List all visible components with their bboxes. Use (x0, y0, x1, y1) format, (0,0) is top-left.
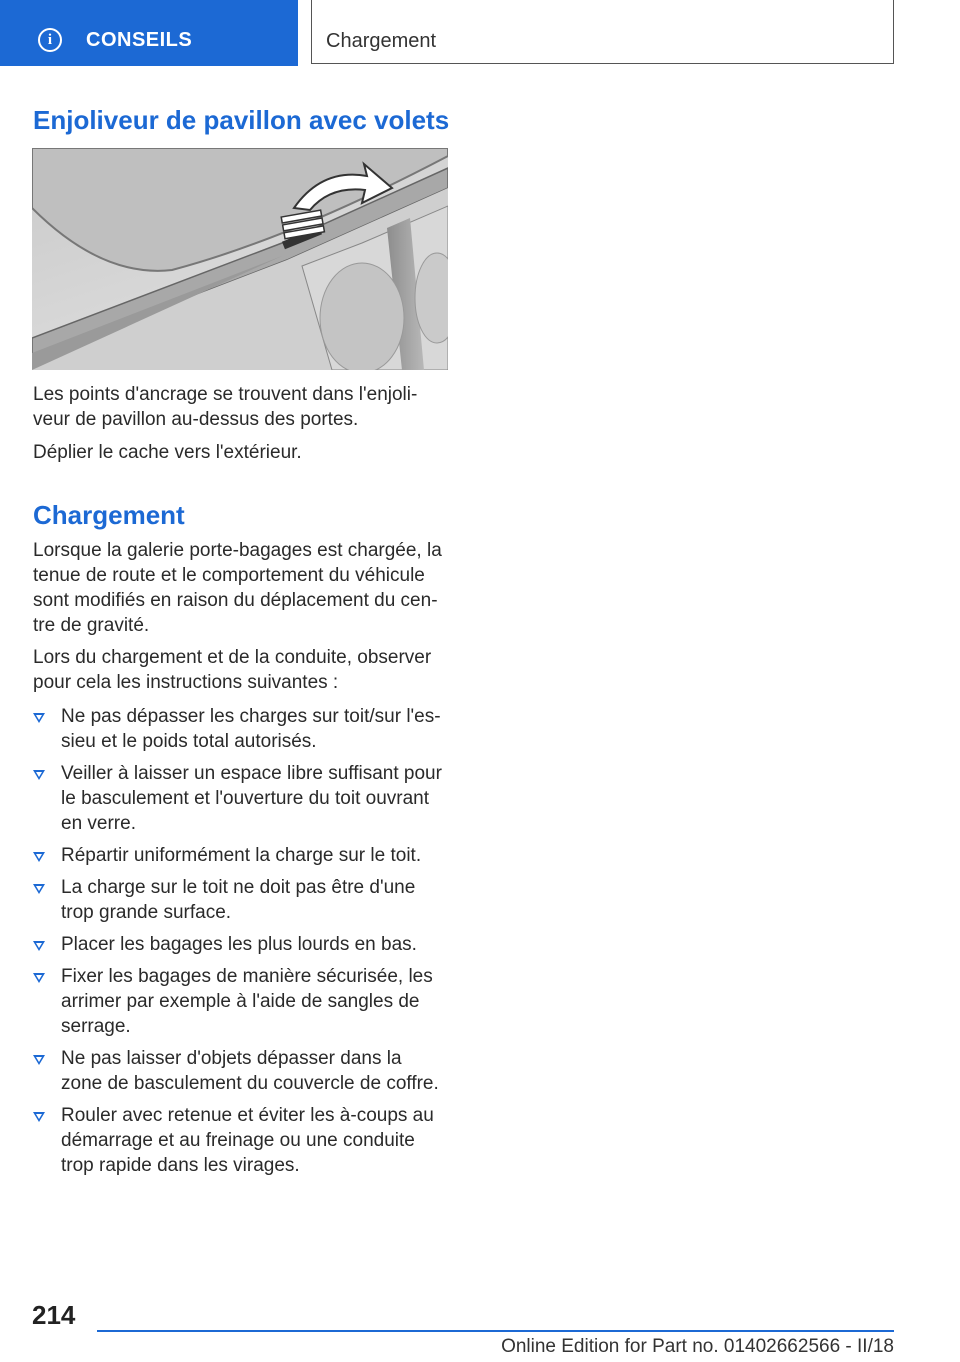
footer-divider (97, 1330, 894, 1332)
footer-edition: Online Edition for Part no. 01402662566 - II/18 (501, 1336, 894, 1357)
chapter-title: Chargement (326, 30, 437, 52)
triangle-bullet-icon (33, 1055, 45, 1065)
list-item: Veiller à laisser un espace libre suffisant pour le basculement et l'ouverture du toit ouvrant en verre. (33, 761, 448, 836)
triangle-bullet-icon (33, 941, 45, 951)
paragraph-unfold-cover: Déplier le cache vers l'extérieur. (33, 442, 302, 463)
section-title-enjoliveur: Enjoliveur de pavillon avec volets (33, 105, 450, 135)
list-item: La charge sur le toit ne doit pas être d'une trop grande surface. (33, 875, 448, 925)
paragraph-loading-effect: Lorsque la galerie porte-bagages est chargée, la tenue de route et le comportement du véhicule sont modifiés en raison du déplacement du cen-tre de gravité. (33, 540, 442, 636)
tab-label: CONSEILS (86, 29, 193, 51)
list-item: Ne pas laisser d'objets dépasser dans la zone de basculement du couvercle de coffre. (33, 1046, 448, 1096)
triangle-bullet-icon (33, 770, 45, 780)
instructions-list (33, 704, 448, 1185)
paragraph-instructions-intro: Lors du chargement et de la conduite, observer pour cela les instructions suivantes : (33, 647, 432, 693)
triangle-bullet-icon (33, 1112, 45, 1122)
triangle-bullet-icon (33, 713, 45, 723)
info-icon: i (38, 28, 62, 52)
list-item: Rouler avec retenue et éviter les à-coups au démarrage et au freinage ou une conduite trop rapide dans les virages. (33, 1103, 448, 1178)
triangle-bullet-icon (33, 973, 45, 983)
chapter-header (311, 0, 894, 64)
paragraph-anchor-points: Les points d'ancrage se trouvent dans l'enjoli-veur de pavillon au-dessus des portes. (33, 384, 418, 430)
list-item: Placer les bagages les plus lourds en bas. (33, 932, 448, 957)
list-item: Ne pas dépasser les charges sur toit/sur l'es-sieu et le poids total autorisés. (33, 704, 448, 754)
header-tab (0, 0, 298, 66)
list-item: Répartir uniformément la charge sur le toit. (33, 843, 448, 868)
section-title-chargement: Chargement (33, 500, 185, 530)
triangle-bullet-icon (33, 884, 45, 894)
list-item: Fixer les bagages de manière sécurisée, les arrimer par exemple à l'aide de sangles de serrage. (33, 964, 448, 1039)
page-number: 214 (32, 1300, 76, 1330)
triangle-bullet-icon (33, 852, 45, 862)
roof-trim-illustration (32, 148, 448, 370)
